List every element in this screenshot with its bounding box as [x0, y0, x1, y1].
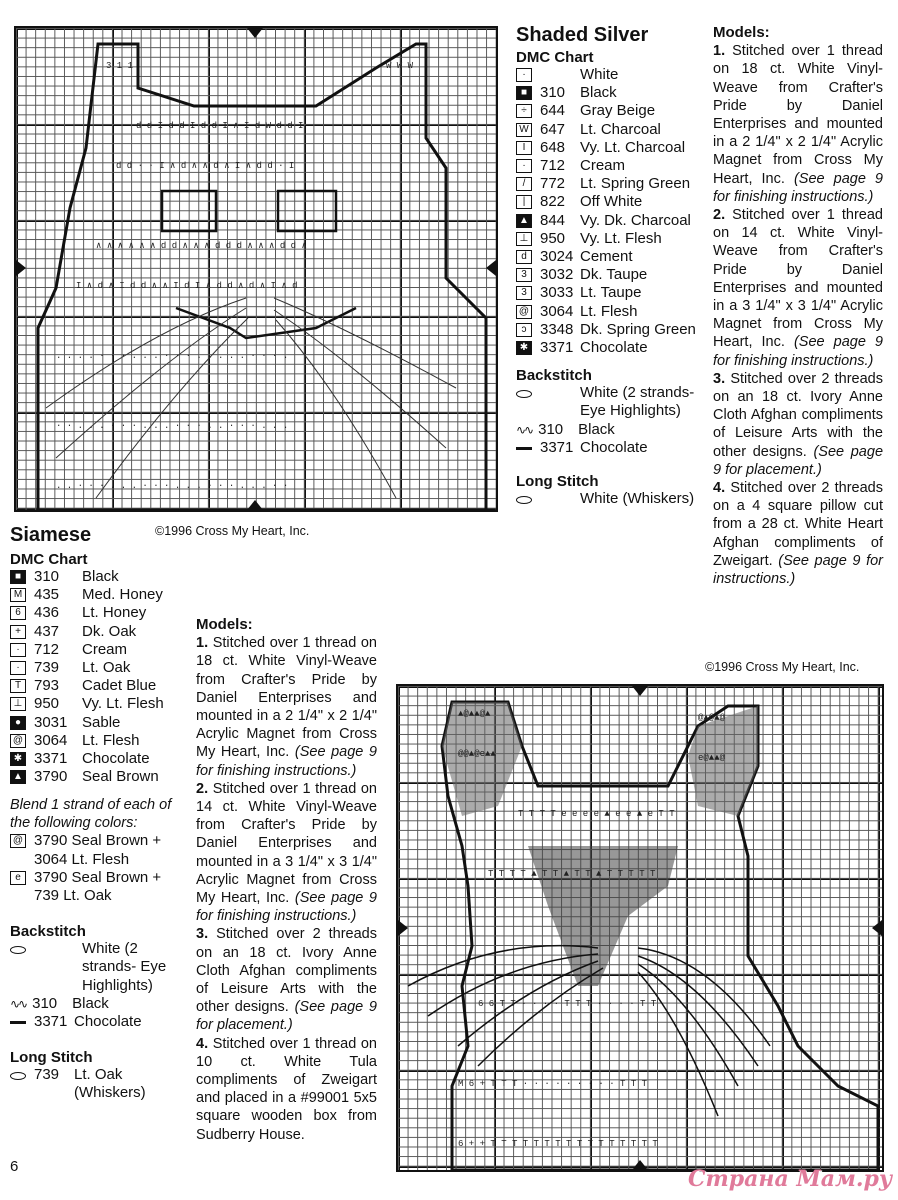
dmc-number: 844 [540, 211, 566, 229]
page-number: 6 [10, 1158, 19, 1175]
legend-row [10, 714, 190, 732]
legend-row [516, 157, 706, 175]
shaded-silver-copyright: ©1996 Cross My Heart, Inc. [155, 524, 310, 538]
svg-text:W W W: W W W [386, 61, 414, 71]
stitch-symbol-icon: 6 [10, 606, 26, 620]
stitch-symbol-icon: ✱ [516, 341, 532, 355]
svg-text:▲@▲▲@▲: ▲@▲▲@▲ [458, 709, 491, 719]
model-number: 3. [196, 926, 209, 943]
svg-text:@@▲@e▲▲: @@▲@e▲▲ [458, 749, 496, 759]
legend-row [516, 84, 706, 102]
color-name: Lt. Flesh [82, 731, 140, 749]
oval-stitch-icon [10, 946, 26, 954]
dmc-number: 950 [540, 229, 566, 247]
oval-stitch-icon [516, 496, 532, 504]
siamese-color-list [10, 568, 190, 786]
legend-row [516, 121, 706, 139]
siamese-blend-list [10, 832, 190, 905]
legend-row [516, 230, 706, 248]
stitch-symbol-icon: I [516, 141, 532, 155]
models-left [196, 616, 377, 1144]
chart-center-marker-top [247, 28, 263, 38]
stitch-symbol-icon: e [10, 871, 26, 885]
shaded-silver-dmc-chart-label: DMC Chart [516, 49, 594, 66]
color-name: Lt. Oak [82, 659, 131, 677]
model-note: (See page 9 for instructions.) [713, 552, 883, 588]
backstitch-name: Black [578, 420, 615, 438]
model-item [713, 479, 883, 588]
color-name: Vy. Lt. Flesh [580, 229, 662, 247]
solid-line-stitch-icon [10, 1021, 26, 1024]
long-stitch-name: Lt. Oak (Whiskers) [74, 1066, 146, 1102]
legend-row [516, 266, 706, 284]
dmc-number: 3031 [34, 713, 68, 731]
stitch-symbol-icon: · [10, 643, 26, 657]
stitch-symbol-icon: @ [10, 734, 26, 748]
stitch-symbol-icon: T [10, 679, 26, 693]
stitch-symbol-icon: M [10, 588, 26, 602]
color-name: Black [580, 84, 617, 102]
color-name: White [580, 66, 619, 83]
model-note: (See page 9 for finishing instructions.) [713, 170, 883, 205]
stitch-symbol-icon: ⊥ [10, 697, 26, 711]
model-note: (See page 9 for finishing instructions.) [196, 744, 377, 779]
wavy-stitch-icon: ∿∿ [10, 996, 27, 1011]
model-text: Stitched over 1 thread on 14 ct. White Vinyl-Weave from Crafter's Pride by Daniel Enterprises and mounted in a 3 1/4" x 3 1/4" Acrylic Magnet from Cross My Heart, Inc. [713, 207, 883, 351]
shaded-silver-backstitch-chocolate [516, 439, 706, 457]
stitch-symbol-icon: · [516, 68, 532, 82]
stitch-symbol-icon: ● [10, 716, 26, 730]
siamese-blend-title: Blend 1 strand of each of the following colors: [10, 797, 172, 832]
dmc-number: 3064 [540, 302, 574, 320]
model-note: (See page 9 for placement.) [713, 443, 884, 478]
model-item [196, 634, 377, 780]
siamese-cat-outline [398, 686, 882, 1170]
model-text: Stitched over 1 thread on 18 ct. White Vinyl-Weave from Crafter's Pride by Daniel Enterprises and mounted in a 2 1/4" x 2 1/4" Acrylic Magnet from Cross My Heart, Inc. [713, 43, 883, 187]
shaded-silver-cat-outline [16, 28, 496, 510]
blend-line-1: 3790 Seal Brown + [34, 832, 162, 850]
stitch-symbol-icon: W [516, 123, 532, 137]
stitch-symbol-icon: 3 [516, 268, 532, 282]
color-name: Gray Beige [580, 102, 656, 120]
stitch-symbol-icon: ɔ [516, 323, 532, 337]
dmc-number: 3790 [34, 768, 68, 786]
solid-line-stitch-icon [516, 447, 532, 450]
siamese-long-stitch-lt-oak [10, 1066, 190, 1102]
color-name: Lt. Charcoal [580, 120, 661, 138]
legend-row [10, 750, 190, 768]
legend-row [10, 768, 190, 786]
models-right-list [713, 42, 883, 588]
dmc-number: 950 [34, 695, 60, 713]
dmc-number: 647 [540, 120, 566, 138]
model-item [713, 206, 883, 370]
siamese-chart-center-marker-top [632, 686, 648, 696]
color-name: Chocolate [82, 750, 150, 768]
color-name: Dk. Spring Green [580, 320, 696, 338]
legend-row [10, 659, 190, 677]
shaded-silver-title: Shaded Silver [516, 24, 649, 46]
color-name: Med. Honey [82, 586, 163, 604]
color-name: Lt. Flesh [580, 302, 638, 320]
stitch-symbol-icon: @ [516, 305, 532, 319]
long-stitch-name: White (Whiskers) [580, 490, 695, 508]
model-item [713, 370, 883, 479]
dmc-number: 3024 [540, 248, 574, 266]
dmc-number: 3064 [34, 731, 68, 749]
legend-row [10, 732, 190, 750]
blend-row [10, 869, 190, 905]
oval-stitch-icon [516, 390, 532, 398]
dmc-number: 822 [540, 193, 566, 211]
dmc-number: 3371 [540, 339, 574, 357]
model-text: Stitched over 2 threads on an 18 ct. Ivory Anne Cloth Afghan compliments of Leisure Arts with the other designs. [713, 370, 883, 460]
stitch-symbol-icon: @ [10, 834, 26, 848]
legend-row [516, 303, 706, 321]
backstitch-name: Chocolate [580, 438, 648, 456]
siamese-dmc-chart-label: DMC Chart [10, 551, 88, 568]
model-item [196, 780, 377, 926]
dmc-number: 712 [34, 640, 60, 658]
models-right [713, 24, 883, 588]
backstitch-number: 310 [538, 420, 564, 438]
legend-row [516, 284, 706, 302]
color-name: Lt. Honey [82, 604, 147, 622]
legend-row [516, 102, 706, 120]
model-note: (See page 9 for finishing instructions.) [713, 334, 883, 369]
shaded-silver-long-stitch-white [516, 490, 706, 508]
model-note: (See page 9 for placement.) [196, 999, 377, 1034]
stitch-symbol-icon: ÷ [516, 104, 532, 118]
model-number: 2. [713, 207, 726, 224]
legend-row [10, 604, 190, 622]
model-number: 4. [713, 480, 726, 497]
blend-line-1: 3790 Seal Brown + [34, 868, 162, 886]
model-number: 4. [196, 1035, 209, 1052]
svg-text:3 1 1: 3 1 1 [106, 61, 134, 71]
stitch-symbol-icon: ⊥ [516, 232, 532, 246]
siamese-backstitch-black [10, 995, 190, 1013]
svg-text:@▲@▲@: @▲@▲@ [698, 713, 726, 723]
color-name: Sable [82, 713, 121, 731]
svg-text:e@▲▲@: e@▲▲@ [698, 753, 726, 763]
shaded-silver-color-list [516, 66, 706, 357]
oval-stitch-icon [10, 1072, 26, 1080]
shaded-silver-backstitch-white [516, 384, 706, 420]
stitch-symbol-icon: · [516, 159, 532, 173]
dmc-number: 437 [34, 622, 60, 640]
blend-line-2: 739 Lt. Oak [34, 887, 112, 905]
color-name: Lt. Spring Green [580, 175, 691, 193]
models-left-title: Models: [196, 616, 253, 633]
dmc-number: 310 [34, 568, 60, 585]
siamese-chart-center-marker-bottom [632, 1160, 648, 1170]
dmc-number: 310 [540, 84, 566, 102]
color-name: Cadet Blue [82, 677, 157, 695]
siamese-backstitch-title: Backstitch [10, 923, 86, 941]
legend-row [10, 586, 190, 604]
blend-row [10, 832, 190, 868]
color-name: Vy. Dk. Charcoal [580, 211, 691, 229]
dmc-number: 644 [540, 102, 566, 120]
chart-center-marker-bottom [247, 500, 263, 510]
siamese-chart [396, 684, 884, 1172]
model-text: Stitched over 2 threads on an 18 ct. Ivory Anne Cloth Afghan compliments of Leisure Arts with the other designs. [196, 926, 377, 1016]
dmc-number: 436 [34, 604, 60, 622]
stitch-symbol-icon: · [10, 661, 26, 675]
siamese-chart-center-marker-left [398, 920, 408, 936]
shaded-silver-chart [14, 26, 498, 512]
backstitch-number: 310 [32, 994, 58, 1012]
color-name: Black [82, 568, 119, 585]
legend-row [516, 339, 706, 357]
siamese-backstitch-white [10, 940, 190, 995]
dmc-number: 3032 [540, 266, 574, 284]
long-stitch-number: 739 [34, 1066, 60, 1084]
color-name: Cream [580, 157, 626, 175]
color-name: Cream [82, 640, 128, 658]
blend-line-2: 3064 Lt. Flesh [34, 850, 130, 868]
svg-text:. . . . · · · . . . · · · . .: . . . . · · · . . . · · · . . . . . · · · . [56, 351, 289, 361]
svg-text:M 6 + T T T · · · · · · · · ·: M 6 + T T T · · · · · · · · · T T T [458, 1079, 648, 1089]
models-right-title: Models: [713, 24, 770, 41]
stitch-symbol-icon: d [516, 250, 532, 264]
stitch-symbol-icon: ■ [10, 570, 26, 584]
model-text: Stitched over 1 thread on 10 ct. White Tula compliments of Zweigart and placed in a #99001 5x5 square wooden box from Sudberry House. [196, 1035, 377, 1143]
legend-row [516, 321, 706, 339]
backstitch-name: Black [72, 994, 109, 1012]
chart-center-marker-left [16, 260, 26, 276]
siamese-copyright: ©1996 Cross My Heart, Inc. [705, 660, 860, 674]
model-text: Stitched over 1 thread on 14 ct. White Vinyl-Weave from Crafter's Pride by Daniel Enterprises and mounted in a 3 1/4" x 3 1/4" Acrylic Magnet from Cross My Heart, Inc. [196, 780, 377, 907]
model-item [196, 925, 377, 1034]
backstitch-name: White (2 strands- Eye Highlights) [580, 384, 695, 420]
svg-text:∧ ∧ ∧ ∧ ∧ ∧ d d ∧ ∧ ∧ d d d ∧: ∧ ∧ ∧ ∧ ∧ ∧ d d ∧ ∧ ∧ d d d ∧ ∧ ∧ d d ∧ [96, 241, 307, 251]
legend-row [516, 66, 706, 84]
backstitch-number: 3371 [34, 1013, 68, 1031]
color-name: Seal Brown [82, 768, 159, 786]
svg-text:6 + + T T T T T T T T T T T T: 6 + + T T T T T T T T T T T T T T T T [458, 1139, 658, 1149]
model-number: 2. [196, 780, 209, 797]
stitch-symbol-icon: + [10, 625, 26, 639]
legend-row [10, 695, 190, 713]
stitch-symbol-icon: ✱ [10, 752, 26, 766]
dmc-number: 772 [540, 175, 566, 193]
shaded-silver-backstitch-black [516, 421, 706, 439]
stitch-symbol-icon: | [516, 195, 532, 209]
color-name: Dk. Oak [82, 622, 137, 640]
color-name: Lt. Taupe [580, 284, 642, 302]
color-name: Vy. Lt. Charcoal [580, 138, 686, 156]
color-name: Off White [580, 193, 643, 211]
svg-text:I ∧ d ∧ I d d ∧ ∧ I d I ∧ d d: I ∧ d ∧ I d d ∧ ∧ I d I ∧ d d ∧ d ∧ I ∧ d [76, 281, 298, 291]
color-name: Chocolate [580, 339, 648, 357]
legend-row [516, 193, 706, 211]
dmc-number: 793 [34, 677, 60, 695]
models-left-list [196, 634, 377, 1144]
siamese-backstitch-chocolate [10, 1013, 190, 1031]
model-number: 1. [196, 635, 209, 652]
stitch-symbol-icon: / [516, 177, 532, 191]
backstitch-number: 3371 [540, 438, 574, 456]
dmc-number: 739 [34, 659, 60, 677]
siamese-chart-center-marker-right [872, 920, 882, 936]
svg-text:· · . . . · · · . . . · · · .: · · . . . · · · . . . · · · . . · · · . . . [56, 421, 289, 431]
svg-text:d d I d d I d d I ∧ I d W d d: d d I d d I d d I ∧ I d W d d I [136, 121, 304, 131]
svg-text:6 6 T T · · · · T T T · · · ·: 6 6 T T · · · · T T T · · · · T T [478, 999, 657, 1009]
model-item [196, 1035, 377, 1144]
svg-text:. . · · · . . . · · · . . . ·: . . · · · . . . · · · . . . · · · . . . · · [56, 481, 289, 491]
shaded-silver-backstitch-title: Backstitch [516, 367, 592, 385]
stitch-symbol-icon: ▲ [516, 214, 532, 228]
legend-row [10, 677, 190, 695]
dmc-number: 435 [34, 586, 60, 604]
watermark: Страна Мам.ру [688, 1166, 893, 1192]
dmc-number: 712 [540, 157, 566, 175]
svg-text:d d · · I ∧ d ∧ ∧ d ∧ I ∧ d d: d d · · I ∧ d ∧ ∧ d ∧ I ∧ d d · I [116, 161, 295, 171]
chart-center-marker-right [486, 260, 496, 276]
model-item [713, 42, 883, 206]
model-text: Stitched over 2 threads on a 4 square pillow cut from a 28 ct. White Heart Afghan compliments of Zweigart. [713, 480, 883, 569]
wavy-stitch-icon: ∿∿ [516, 422, 533, 437]
color-name: Dk. Taupe [580, 266, 648, 284]
dmc-number: 3348 [540, 320, 574, 338]
siamese-legend [10, 524, 190, 1103]
legend-row [10, 641, 190, 659]
dmc-number: 3371 [34, 750, 68, 768]
color-name: Vy. Lt. Flesh [82, 695, 164, 713]
backstitch-name: White (2 strands- Eye Highlights) [82, 940, 167, 994]
svg-text:T T T T ▲ T T ▲ T T ▲ T T T T: T T T T ▲ T T ▲ T T ▲ T T T T T [488, 869, 656, 879]
siamese-title: Siamese [10, 524, 92, 546]
legend-row [10, 623, 190, 641]
stitch-symbol-icon: ▲ [10, 770, 26, 784]
stitch-symbol-icon: 3 [516, 286, 532, 300]
legend-row [10, 568, 190, 586]
model-number: 1. [713, 43, 726, 60]
legend-row [516, 248, 706, 266]
backstitch-name: Chocolate [74, 1013, 142, 1031]
dmc-number: 648 [540, 138, 566, 156]
stitch-symbol-icon: ■ [516, 86, 532, 100]
model-text: Stitched over 1 thread on 18 ct. White Vinyl-Weave from Crafter's Pride by Daniel Enterprises and mounted in a 2 1/4" x 2 1/4" Acrylic Magnet from Cross My Heart, Inc. [196, 635, 377, 761]
svg-text:T T T T e e e e ▲ e e ▲ e T T: T T T T e e e e ▲ e e ▲ e T T [518, 809, 675, 819]
model-note: (See page 9 for finishing instructions.) [196, 890, 377, 925]
legend-row [516, 139, 706, 157]
legend-row [516, 175, 706, 193]
color-name: Cement [580, 248, 633, 266]
shaded-silver-long-stitch-title: Long Stitch [516, 473, 599, 491]
siamese-long-stitch-title: Long Stitch [10, 1049, 93, 1067]
legend-row [516, 212, 706, 230]
dmc-number: 3033 [540, 284, 574, 302]
model-number: 3. [713, 370, 726, 387]
shaded-silver-legend [516, 24, 706, 508]
